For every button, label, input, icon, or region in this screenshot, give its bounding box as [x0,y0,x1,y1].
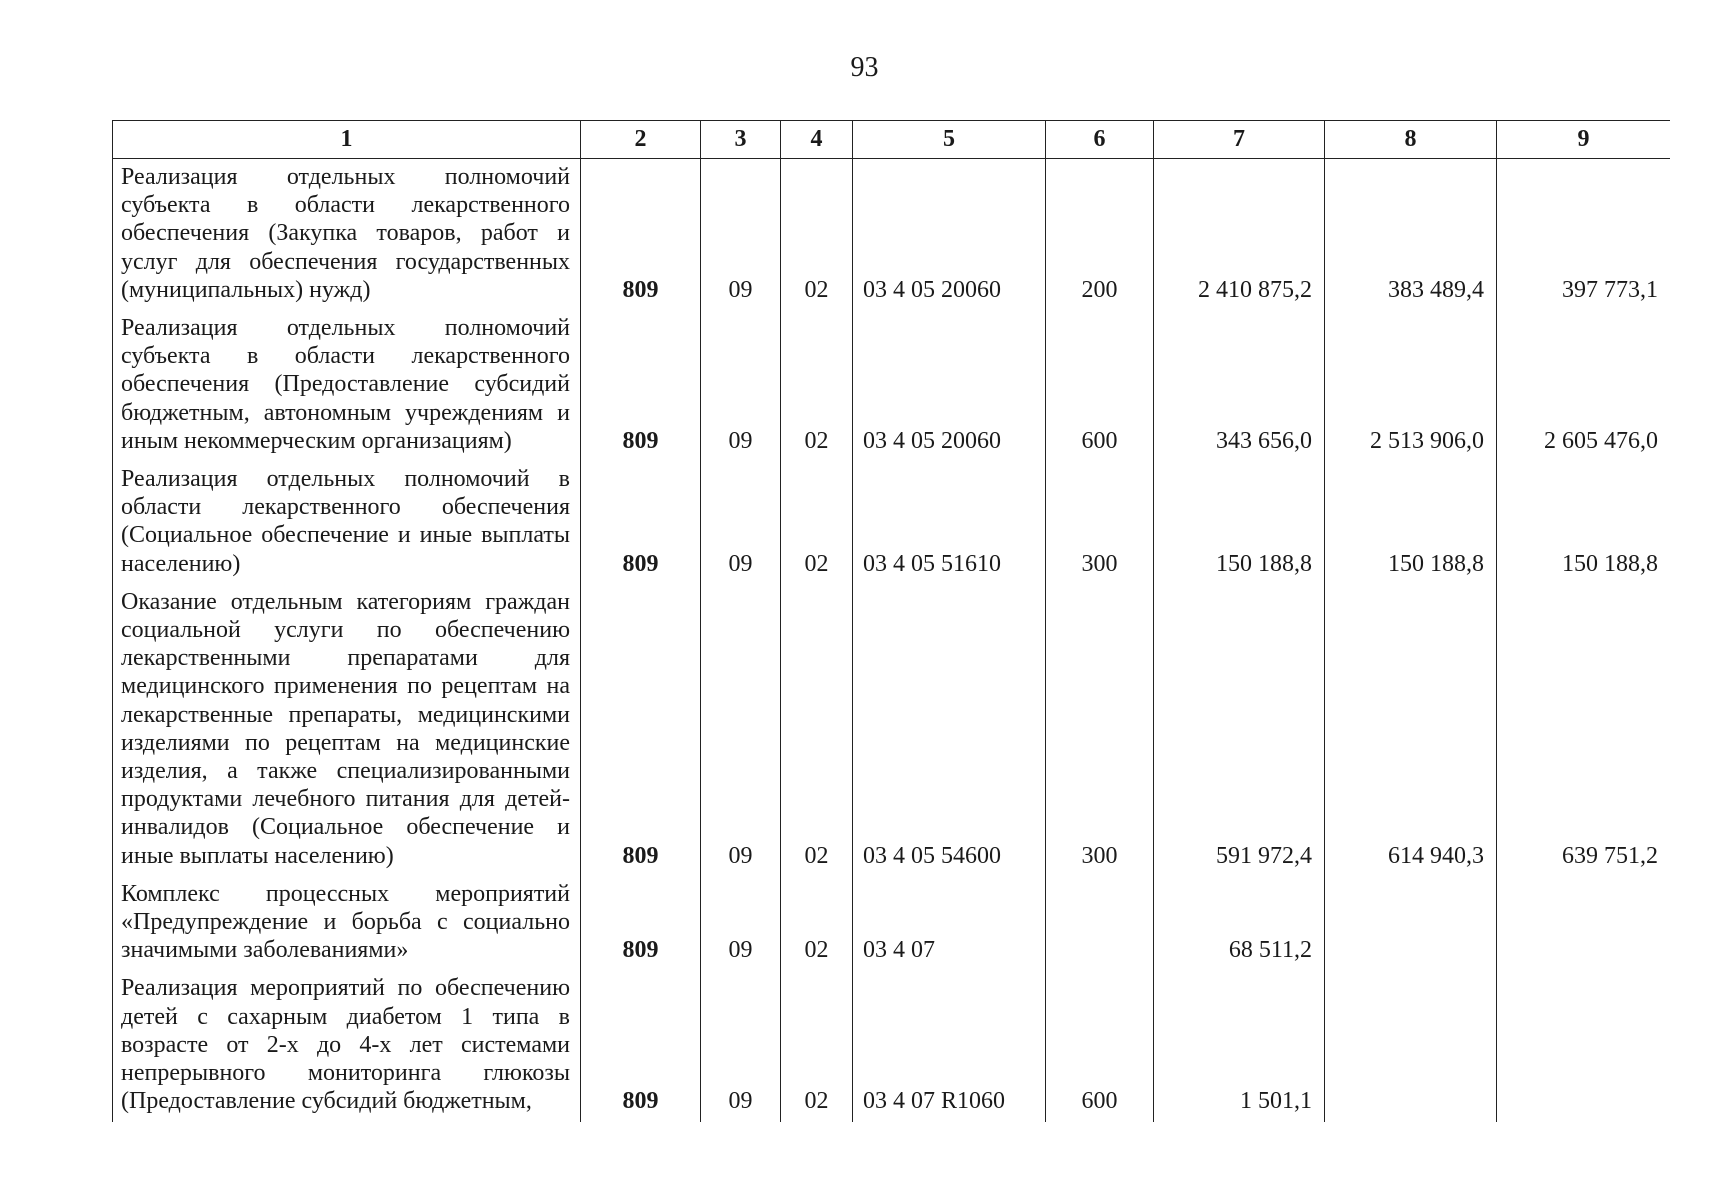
row-target-article: 03 4 07 [853,876,1046,971]
row-target-article: 03 4 05 54600 [853,584,1046,876]
row-amount-3: 150 188,8 [1497,461,1671,584]
row-amount-3: 639 751,2 [1497,584,1671,876]
row-amount-3 [1497,876,1671,971]
row-amount-1: 1 501,1 [1154,970,1325,1121]
row-gov-code: 809 [581,461,701,584]
row-section: 09 [701,461,781,584]
row-target-article: 03 4 05 20060 [853,310,1046,461]
table-header [113,121,1671,159]
row-target-article: 03 4 05 20060 [853,159,1046,311]
row-amount-3 [1497,970,1671,1121]
row-section: 09 [701,970,781,1121]
row-section: 09 [701,876,781,971]
row-amount-2: 150 188,8 [1325,461,1497,584]
header-col-1: 1 [113,121,581,159]
header-col-6: 6 [1046,121,1154,159]
row-expense-type: 600 [1046,310,1154,461]
row-expense-type: 600 [1046,970,1154,1121]
row-amount-2 [1325,876,1497,971]
row-amount-1: 591 972,4 [1154,584,1325,876]
row-gov-code: 809 [581,584,701,876]
row-target-article: 03 4 07 R1060 [853,970,1046,1121]
budget-table [112,120,1670,1122]
row-subsection: 02 [781,461,853,584]
table-row [113,584,1671,876]
row-gov-code: 809 [581,970,701,1121]
page-number: 93 [850,52,879,83]
table-row [113,159,1671,311]
row-description: Комплекс процессных мероприятий «Предупреждение и борьба с социально значимыми заболеваниями» [113,876,581,971]
row-amount-1: 68 511,2 [1154,876,1325,971]
row-amount-1: 2 410 875,2 [1154,159,1325,311]
header-col-2: 2 [581,121,701,159]
row-expense-type: 200 [1046,159,1154,311]
header-col-3: 3 [701,121,781,159]
header-col-9: 9 [1497,121,1671,159]
row-description: Реализация мероприятий по обеспечению детей с сахарным диабетом 1 типа в возрасте от 2-х до 4-х лет системами непрерывного мониторинга глюкозы (Предоставление субсидий бюджетным, [113,970,581,1121]
budget-table-container [112,120,1670,1160]
row-amount-2: 614 940,3 [1325,584,1497,876]
table-row [113,970,1671,1121]
row-description: Реализация отдельных полномочий в области лекарственного обеспечения (Социальное обеспечение и иные выплаты населению) [113,461,581,584]
row-amount-2: 383 489,4 [1325,159,1497,311]
row-expense-type: 300 [1046,584,1154,876]
row-description: Оказание отдельным категориям граждан социальной услуги по обеспечению лекарственными препаратами для медицинского применения по рецептам на лекарственные препараты, медицинскими изделиями по рецептам на медицинские изделия, а также специализированными продуктами лечебного питания для детей-инвалидов (Социальное обеспечение и иные выплаты населению) [113,584,581,876]
row-amount-1: 343 656,0 [1154,310,1325,461]
row-expense-type [1046,876,1154,971]
header-col-8: 8 [1325,121,1497,159]
header-col-5: 5 [853,121,1046,159]
row-subsection: 02 [781,310,853,461]
row-section: 09 [701,310,781,461]
table-row [113,310,1671,461]
row-subsection: 02 [781,970,853,1121]
table-body [113,159,1671,1122]
row-gov-code: 809 [581,876,701,971]
row-subsection: 02 [781,876,853,971]
header-col-4: 4 [781,121,853,159]
row-description: Реализация отдельных полномочий субъекта в области лекарственного обеспечения (Предоставление субсидий бюджетным, автономным учреждениям и иным некоммерческим организациям) [113,310,581,461]
row-description: Реализация отдельных полномочий субъекта в области лекарственного обеспечения (Закупка товаров, работ и услуг для обеспечения государственных (муниципальных) нужд) [113,159,581,311]
row-expense-type: 300 [1046,461,1154,584]
row-gov-code: 809 [581,159,701,311]
row-section: 09 [701,159,781,311]
row-subsection: 02 [781,159,853,311]
header-col-7: 7 [1154,121,1325,159]
row-gov-code: 809 [581,310,701,461]
row-amount-2: 2 513 906,0 [1325,310,1497,461]
row-amount-1: 150 188,8 [1154,461,1325,584]
row-target-article: 03 4 05 51610 [853,461,1046,584]
row-amount-3: 397 773,1 [1497,159,1671,311]
table-row [113,876,1671,971]
row-subsection: 02 [781,584,853,876]
table-row [113,461,1671,584]
row-amount-3: 2 605 476,0 [1497,310,1671,461]
header-row [113,121,1671,159]
row-section: 09 [701,584,781,876]
row-amount-2 [1325,970,1497,1121]
